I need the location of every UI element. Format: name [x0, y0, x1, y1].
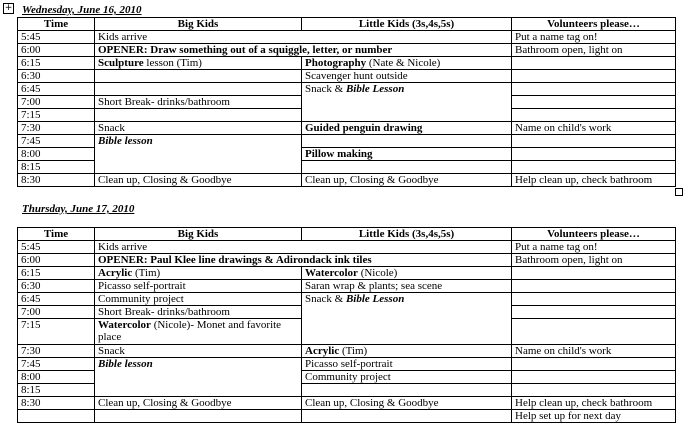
vol-cell [512, 293, 676, 306]
cell-text: Clean up, Closing & Goodbye [305, 397, 439, 409]
cell-text: Name on child's work [515, 122, 612, 134]
header-row [18, 228, 676, 241]
cell-text: (Nicole)- Monet and favorite place [98, 319, 282, 343]
big-cell [95, 31, 512, 44]
little-cell [302, 122, 512, 135]
time-cell: 7:15 [18, 319, 95, 345]
cell-text: Bible Lesson [345, 83, 405, 95]
vol-cell [512, 280, 676, 293]
cell-text: Guided penguin drawing [305, 122, 423, 134]
time-cell: 7:45 [18, 135, 95, 148]
cell-text: Snack & [305, 293, 346, 305]
cell-text: OPENER: Paul Klee line drawings & Adirondack ink tiles [98, 254, 372, 266]
table-row [18, 135, 676, 148]
big-cell [95, 280, 302, 293]
time-cell: 8:00 [18, 371, 95, 384]
cell-text: Name on child's work [515, 345, 612, 357]
cell-text: Community project [305, 371, 391, 383]
big-cell [95, 306, 302, 319]
big-cell [95, 96, 302, 109]
header-row [18, 18, 676, 31]
little-cell [302, 148, 512, 161]
cell-text: Short Break- drinks/bathroom [98, 306, 230, 318]
cell-text: Community project [98, 293, 184, 305]
little-cell [302, 174, 512, 187]
vol-cell [512, 135, 676, 148]
cell-text: Acrylic [98, 267, 133, 279]
big-cell [95, 410, 302, 423]
cell-text: Help clean up, check bathroom [515, 397, 653, 409]
little-cell [302, 397, 512, 410]
column-header-vol: Volunteers please… [512, 18, 676, 31]
column-header-big: Big Kids [95, 18, 302, 31]
time-cell: 6:15 [18, 267, 95, 280]
big-cell [95, 358, 302, 397]
column-header-vol: Volunteers please… [512, 228, 676, 241]
time-cell: 8:30 [18, 174, 95, 187]
cell-text: (Tim) [339, 345, 368, 357]
time-cell: 6:15 [18, 57, 95, 70]
big-cell [95, 254, 512, 267]
vol-cell [512, 44, 676, 57]
cell-text: Bathroom open, light on [515, 254, 623, 266]
time-cell: 8:15 [18, 161, 95, 174]
cell-text: Help clean up, check bathroom [515, 174, 653, 186]
cell-text: Help set up for next day [515, 410, 621, 422]
vol-cell [512, 384, 676, 397]
time-cell: 7:15 [18, 109, 95, 122]
big-cell [95, 83, 302, 96]
vol-cell [512, 397, 676, 410]
table-row [18, 345, 676, 358]
time-cell: 6:00 [18, 254, 95, 267]
vol-cell [512, 83, 676, 96]
table-row [18, 70, 676, 83]
vol-cell [512, 57, 676, 70]
column-header-little: Little Kids (3s,4s,5s) [302, 228, 512, 241]
cell-text: OPENER: Draw something out of a squiggle, letter, or number [98, 44, 393, 56]
wednesday-schedule-table [17, 17, 676, 187]
table-row [18, 280, 676, 293]
table-row [18, 57, 676, 70]
table-row [18, 31, 676, 44]
cell-text: Snack & [305, 83, 346, 95]
cell-text: Short Break- drinks/bathroom [98, 96, 230, 108]
big-cell [95, 57, 302, 70]
little-cell [302, 384, 512, 397]
cell-text: (Tim) [132, 267, 161, 279]
vol-cell [512, 267, 676, 280]
vol-cell [512, 410, 676, 423]
table-row [18, 174, 676, 187]
time-cell: 7:00 [18, 306, 95, 319]
big-cell [95, 397, 302, 410]
cell-text: Pillow making [305, 148, 373, 160]
big-cell [95, 44, 512, 57]
big-cell [95, 122, 302, 135]
time-cell: 6:30 [18, 70, 95, 83]
column-header-time: Time [18, 228, 95, 241]
little-cell [302, 371, 512, 384]
vol-cell [512, 371, 676, 384]
vol-cell [512, 319, 676, 345]
vol-cell [512, 254, 676, 267]
big-cell [95, 345, 302, 358]
time-cell: 6:00 [18, 44, 95, 57]
time-cell: 8:15 [18, 384, 95, 397]
table-row [18, 397, 676, 410]
cell-text: Snack [98, 122, 125, 134]
thursday-schedule-table [17, 227, 676, 423]
little-cell [302, 280, 512, 293]
time-cell: 5:45 [18, 31, 95, 44]
vol-cell [512, 122, 676, 135]
column-header-time: Time [18, 18, 95, 31]
column-header-little: Little Kids (3s,4s,5s) [302, 18, 512, 31]
cell-text: Photography [305, 57, 367, 69]
cell-text: lesson (Tim) [143, 57, 202, 69]
big-cell [95, 135, 302, 174]
time-cell: 7:00 [18, 96, 95, 109]
time-cell: 7:45 [18, 358, 95, 371]
little-cell [302, 83, 512, 122]
cell-text: Picasso self-portrait [98, 280, 186, 292]
vol-cell [512, 174, 676, 187]
cell-text: Clean up, Closing & Goodbye [305, 174, 439, 186]
vol-cell [512, 306, 676, 319]
big-cell [95, 267, 302, 280]
vol-cell [512, 70, 676, 83]
vol-cell [512, 31, 676, 44]
table-row [18, 410, 676, 423]
little-cell [302, 57, 512, 70]
big-cell [95, 109, 302, 122]
cell-text: Watercolor [305, 267, 358, 279]
cell-text: Kids arrive [98, 31, 148, 43]
table-row [18, 83, 676, 96]
little-cell [302, 267, 512, 280]
little-cell [302, 358, 512, 371]
thursday-title: Thursday, June 17, 2010 [22, 203, 135, 215]
cell-text: Watercolor [98, 319, 151, 331]
cell-text: Bible lesson [98, 135, 153, 147]
cell-text: Bible Lesson [345, 293, 405, 305]
table-row [18, 358, 676, 371]
table-row [18, 44, 676, 57]
vol-cell [512, 358, 676, 371]
cell-text: Clean up, Closing & Goodbye [98, 397, 232, 409]
cell-text: (Nate & Nicole) [366, 57, 441, 69]
vol-cell [512, 148, 676, 161]
time-cell: 6:45 [18, 293, 95, 306]
cell-text: Clean up, Closing & Goodbye [98, 174, 232, 186]
cell-text: Snack [98, 345, 125, 357]
little-cell [302, 293, 512, 345]
cell-text: Bible lesson [98, 358, 153, 370]
cell-text: Put a name tag on! [515, 31, 598, 43]
vol-cell [512, 241, 676, 254]
time-cell: 8:00 [18, 148, 95, 161]
time-cell: 6:45 [18, 83, 95, 96]
cell-text: Put a name tag on! [515, 241, 598, 253]
cell-text: Scavenger hunt outside [305, 70, 408, 82]
little-cell [302, 135, 512, 148]
little-cell [302, 70, 512, 83]
big-cell [95, 319, 302, 345]
table-row [18, 241, 676, 254]
table-row [18, 122, 676, 135]
big-cell [95, 241, 512, 254]
table-row [18, 293, 676, 306]
cell-text: (Nicole) [357, 267, 398, 279]
table-resize-handle[interactable] [675, 188, 683, 196]
cell-text: Kids arrive [98, 241, 148, 253]
wednesday-title: Wednesday, June 16, 2010 [22, 4, 142, 16]
little-cell [302, 410, 512, 423]
table-row [18, 267, 676, 280]
column-header-big: Big Kids [95, 228, 302, 241]
vol-cell [512, 109, 676, 122]
cell-text: Saran wrap & plants; sea scene [305, 280, 443, 292]
table-move-handle-icon[interactable]: + [4, 3, 13, 13]
big-cell [95, 70, 302, 83]
time-cell: 6:30 [18, 280, 95, 293]
time-cell: 7:30 [18, 345, 95, 358]
little-cell [302, 345, 512, 358]
cell-text: Sculpture [98, 57, 144, 69]
cell-text: Picasso self-portrait [305, 358, 393, 370]
time-cell: 7:30 [18, 122, 95, 135]
time-cell: 8:30 [18, 397, 95, 410]
table-row [18, 254, 676, 267]
time-cell: 5:45 [18, 241, 95, 254]
time-cell [18, 410, 95, 423]
cell-text: Acrylic [305, 345, 340, 357]
little-cell [302, 161, 512, 174]
cell-text: Bathroom open, light on [515, 44, 623, 56]
vol-cell [512, 345, 676, 358]
big-cell [95, 293, 302, 306]
vol-cell [512, 96, 676, 109]
big-cell [95, 174, 302, 187]
vol-cell [512, 161, 676, 174]
